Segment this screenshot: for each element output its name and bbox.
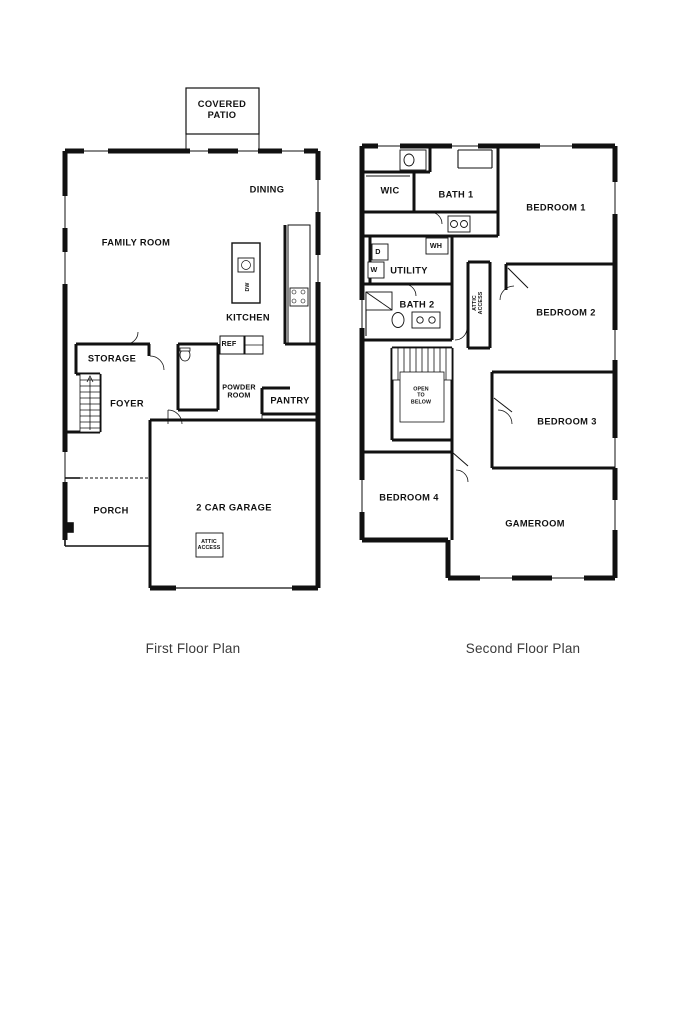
- room-label-bedroom-2: BEDROOM 2: [536, 307, 596, 318]
- room-label-kitchen: KITCHEN: [226, 312, 270, 323]
- room-label-two-car-garage: 2 CAR GARAGE: [196, 502, 272, 513]
- first-floor-exterior-walls-thin: [65, 540, 150, 588]
- kitchen-island: [232, 243, 260, 303]
- room-label-dryer: D: [375, 246, 381, 256]
- room-label-ref: REF: [221, 338, 237, 348]
- room-label-dw: DW: [244, 282, 251, 292]
- room-label-bedroom-4: BEDROOM 4: [379, 492, 439, 503]
- room-label-bedroom-1: BEDROOM 1: [526, 202, 586, 213]
- room-label-attic-access: ATTIC ACCESS: [197, 538, 221, 551]
- room-label-wic: WIC: [380, 185, 400, 196]
- first-floor-caption: First Floor Plan: [145, 641, 241, 656]
- powder-room-fixtures: [180, 348, 190, 361]
- room-label-utility: UTILITY: [390, 265, 428, 276]
- room-label-family-room: FAMILY ROOM: [101, 237, 171, 248]
- room-label-dining: DINING: [249, 184, 285, 195]
- room-label-bath-1: BATH 1: [438, 189, 474, 200]
- first-floor-doors: [126, 332, 182, 424]
- room-label-gameroom: GAMEROOM: [505, 518, 565, 529]
- room-label-foyer: FOYER: [110, 398, 144, 409]
- room-label-bath-2: BATH 2: [399, 299, 435, 310]
- room-label-washer: W: [370, 264, 378, 274]
- second-floor-caption: Second Floor Plan: [465, 641, 581, 656]
- second-floor-stairs: [392, 348, 452, 422]
- room-label-covered-patio: COVERED PATIO: [197, 99, 247, 120]
- room-label-porch: PORCH: [93, 505, 129, 516]
- room-label-wh: WH: [429, 240, 443, 250]
- first-floor-exterior-walls: [65, 151, 318, 588]
- room-label-bedroom-3: BEDROOM 3: [537, 416, 597, 427]
- first-floor-interior-walls: [65, 225, 318, 588]
- room-label-open-to-below: OPEN TO BELOW: [410, 386, 432, 406]
- room-label-powder-room: POWDER ROOM: [222, 382, 256, 400]
- first-floor-stairs: [80, 374, 100, 432]
- room-label-storage: STORAGE: [87, 353, 137, 364]
- room-label-pantry: PANTRY: [270, 395, 310, 406]
- room-label-attic-access-2: ATTIC ACCESS: [471, 291, 484, 315]
